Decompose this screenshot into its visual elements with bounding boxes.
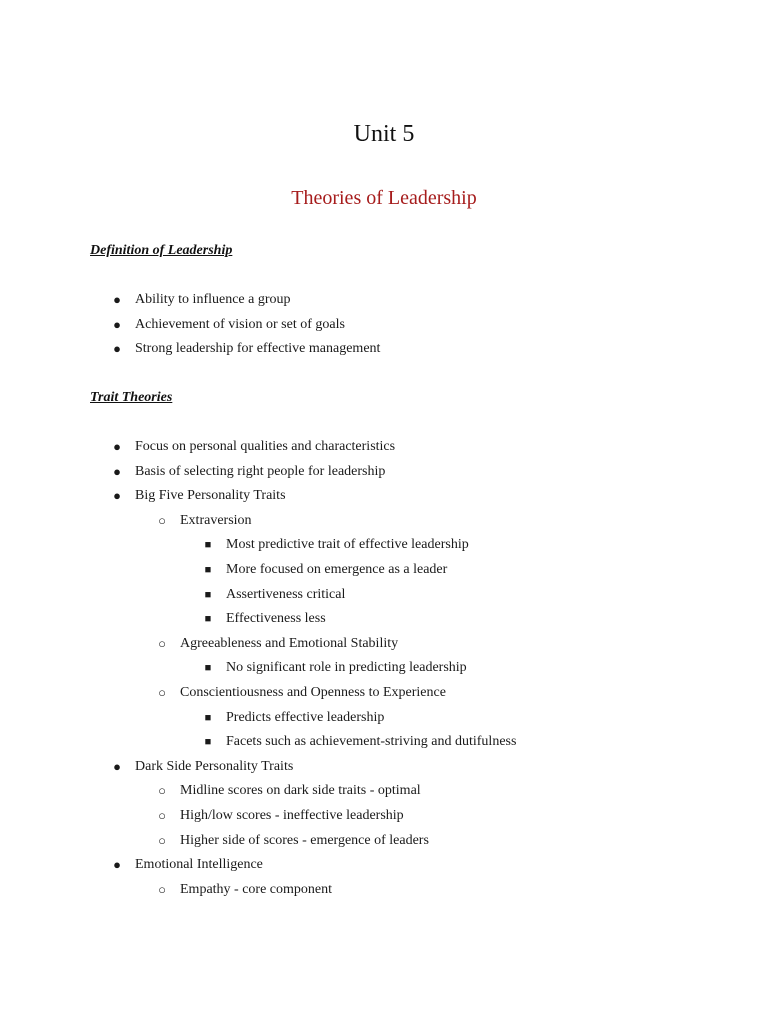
list-item-text: Emotional Intelligence [135, 857, 263, 873]
list-item-text: Facets such as achievement-striving and dutifulness [226, 734, 517, 750]
list-item [0, 706, 516, 731]
list-item [0, 853, 516, 878]
list-item-text: Assertiveness critical [226, 586, 346, 602]
list-item [0, 681, 516, 706]
list-item-text: Effectiveness less [226, 611, 326, 627]
trait-theories-list [0, 435, 516, 902]
list-item [0, 804, 516, 829]
section-heading-definition: Definition of Leadership [90, 243, 233, 258]
filled-circle-bullet-icon: ● [113, 857, 121, 873]
list-item [0, 779, 516, 804]
list-item [0, 607, 516, 632]
filled-circle-bullet-icon: ● [113, 758, 121, 774]
list-item [0, 829, 516, 854]
list-item [0, 558, 516, 583]
hollow-circle-bullet-icon: ○ [158, 832, 166, 848]
list-item-text: High/low scores - ineffective leadership [180, 807, 404, 823]
list-item-text: More focused on emergence as a leader [226, 561, 448, 577]
hollow-circle-bullet-icon: ○ [158, 684, 166, 700]
list-item [0, 337, 380, 362]
list-item-text: Ability to influence a group [135, 292, 291, 307]
list-item [0, 288, 380, 313]
list-item-text: Empathy - core component [180, 881, 333, 897]
definition-list [0, 288, 380, 362]
square-bullet-icon: ■ [204, 736, 212, 749]
page-title: Unit 5 [353, 121, 415, 147]
list-item-text: Predicts effective leadership [226, 709, 385, 725]
section-heading-trait-theories: Trait Theories [90, 390, 173, 405]
list-item-text: Strong leadership for effective management [135, 341, 381, 357]
list-item-text: Most predictive trait of effective leadership [226, 537, 469, 553]
filled-circle-bullet-icon: ● [113, 341, 121, 357]
hollow-circle-bullet-icon: ○ [158, 635, 166, 651]
square-bullet-icon: ■ [204, 539, 212, 552]
list-item-text: Achievement of vision or set of goals [135, 316, 345, 332]
hollow-circle-bullet-icon: ○ [158, 881, 166, 897]
list-item [0, 435, 516, 460]
list-item-text: Focus on personal qualities and characteristics [135, 439, 396, 454]
list-item-text: Basis of selecting right people for leadership [135, 463, 386, 479]
list-item [0, 313, 380, 338]
hollow-circle-bullet-icon: ○ [158, 807, 166, 823]
list-item [0, 878, 516, 903]
square-bullet-icon: ■ [204, 588, 212, 601]
list-item-text: Agreeableness and Emotional Stability [180, 635, 399, 651]
list-item [0, 484, 516, 509]
square-bullet-icon: ■ [204, 563, 212, 576]
list-item [0, 509, 516, 534]
square-bullet-icon: ■ [204, 662, 212, 675]
list-item-text: Higher side of scores - emergence of leaders [180, 832, 429, 848]
list-item [0, 533, 516, 558]
list-item-text: Midline scores on dark side traits - optimal [180, 783, 421, 799]
list-item-text: Extraversion [180, 512, 252, 528]
filled-circle-bullet-icon: ● [113, 292, 121, 307]
hollow-circle-bullet-icon: ○ [158, 512, 166, 528]
list-item [0, 730, 516, 755]
list-item-text: Conscientiousness and Openness to Experience [180, 684, 446, 700]
list-item [0, 460, 516, 485]
list-item [0, 583, 516, 608]
page-subtitle: Theories of Leadership [291, 187, 477, 209]
list-item [0, 632, 516, 657]
filled-circle-bullet-icon: ● [113, 463, 121, 479]
list-item-text: No significant role in predicting leadership [226, 660, 467, 676]
filled-circle-bullet-icon: ● [113, 439, 121, 454]
square-bullet-icon: ■ [204, 711, 212, 724]
filled-circle-bullet-icon: ● [113, 488, 121, 504]
hollow-circle-bullet-icon: ○ [158, 783, 166, 799]
list-item-text: Big Five Personality Traits [135, 488, 286, 504]
list-item-text: Dark Side Personality Traits [135, 758, 294, 774]
square-bullet-icon: ■ [204, 613, 212, 626]
list-item [0, 755, 516, 780]
filled-circle-bullet-icon: ● [113, 316, 121, 332]
list-item [0, 656, 516, 681]
